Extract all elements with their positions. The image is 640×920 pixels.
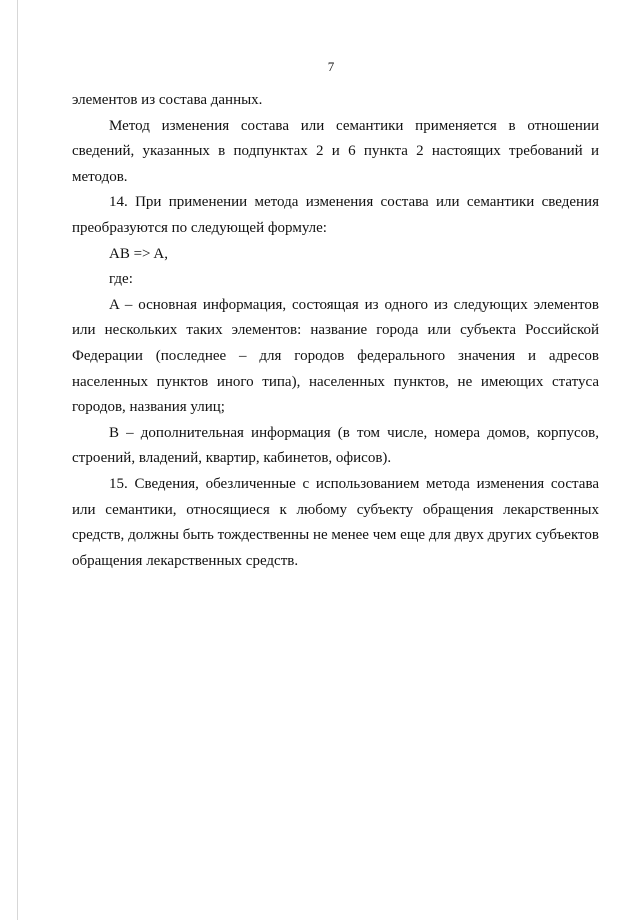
paragraph-item-15: 15. Сведения, обезличенные с использованием метода изменения состава или семантики, относящиеся к любому субъекту обращения лекарственных средств, должны быть тождественны не менее чем еще для двух других субъектов обращения лекарственных средств. (72, 475, 599, 569)
formula-where: где: (109, 271, 133, 288)
scan-edge-line (17, 0, 18, 920)
formula: AB => A, (109, 245, 169, 262)
paragraph-continuation: элементов из состава данных. (72, 92, 263, 108)
paragraph-item-14: 14. При применении метода изменения состава или семантики сведения преобразуются по следующей формуле: (72, 194, 599, 236)
document-body (72, 88, 599, 574)
paragraph-definition-a: A – основная информация, состоящая из одного из следующих элементов или нескольких таких элементов: название города или субъекта Российской Федерации (последнее – для городов федерального значения и адресов населенных пунктов иного типа), населенных пунктов, не имеющих статуса городов, названия улиц; (72, 296, 599, 416)
paragraph-method-scope: Метод изменения состава или семантики применяется в отношении сведений, указанных в подпунктах 2 и 6 пункта 2 настоящих требований и методов. (72, 117, 599, 185)
paragraph-definition-b: B – дополнительная информация (в том числе, номера домов, корпусов, строений, владений, квартир, кабинетов, офисов). (72, 424, 599, 467)
page-number: 7 (327, 59, 335, 74)
